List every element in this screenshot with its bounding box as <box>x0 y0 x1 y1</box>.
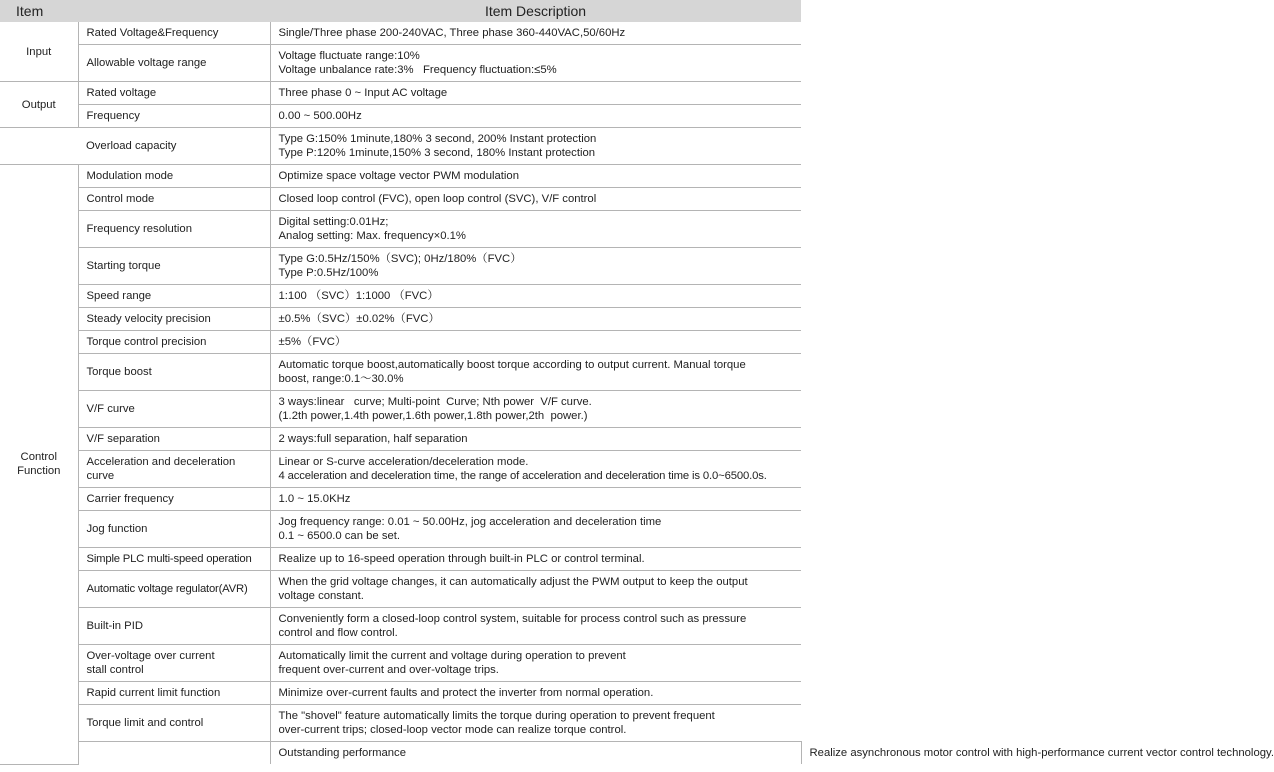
desc-cell: Voltage fluctuate range:10% Voltage unbalance rate:3% Frequency fluctuation:≤5% <box>270 45 801 82</box>
item-cell: Outstanding performance <box>270 742 801 765</box>
header-description: Item Description <box>270 0 801 22</box>
desc-cell: Optimize space voltage vector PWM modulation <box>270 165 801 188</box>
group-control-function: Control Function <box>0 165 78 765</box>
desc-cell: Type G:150% 1minute,180% 3 second, 200% Instant protection Type P:120% 1minute,150% 3 second, 180% Instant protection <box>270 128 801 165</box>
header-row <box>0 0 801 22</box>
desc-cell: 1.0 ~ 15.0KHz <box>270 488 801 511</box>
desc-cell: ±5%（FVC） <box>270 331 801 354</box>
table-row <box>0 645 801 682</box>
table-row <box>0 285 801 308</box>
group-output: Output <box>0 82 78 128</box>
table-row <box>0 354 801 391</box>
desc-cell: Automatic torque boost,automatically boost torque according to output current. Manual torque boost, range:0.1～30.0% <box>270 354 801 391</box>
table-row <box>0 188 801 211</box>
item-cell: Acceleration and deceleration curve <box>78 451 270 488</box>
table-row <box>0 608 801 645</box>
table-row <box>0 308 801 331</box>
table-row <box>0 165 801 188</box>
table-row <box>0 548 801 571</box>
desc-cell: 2 ways:full separation, half separation <box>270 428 801 451</box>
item-cell: Rapid current limit function <box>78 682 270 705</box>
desc-cell: 0.00 ~ 500.00Hz <box>270 105 801 128</box>
item-cell: Automatic voltage regulator(AVR) <box>78 571 270 608</box>
item-cell: V/F separation <box>78 428 270 451</box>
table-row <box>0 391 801 428</box>
item-cell: Frequency <box>78 105 270 128</box>
table-row <box>0 451 801 488</box>
desc-cell: Conveniently form a closed-loop control system, suitable for process control such as pressure control and flow control. <box>270 608 801 645</box>
table-row <box>0 428 801 451</box>
item-cell: Carrier frequency <box>78 488 270 511</box>
item-cell: Simple PLC multi-speed operation <box>78 548 270 571</box>
table-row <box>0 682 801 705</box>
desc-cell: The "shovel" feature automatically limits the torque during operation to prevent frequent over-current trips; closed-loop vector mode can realize torque control. <box>270 705 801 742</box>
desc-cell: Closed loop control (FVC), open loop control (SVC), V/F control <box>270 188 801 211</box>
desc-cell: Jog frequency range: 0.01 ~ 50.00Hz, jog acceleration and deceleration time 0.1 ~ 6500.0 can be set. <box>270 511 801 548</box>
table-row <box>0 331 801 354</box>
item-cell: Steady velocity precision <box>78 308 270 331</box>
desc-cell: Single/Three phase 200-240VAC, Three phase 360-440VAC,50/60Hz <box>270 22 801 45</box>
table-row <box>0 45 801 82</box>
desc-cell: Type G:0.5Hz/150%（SVC); 0Hz/180%（FVC） Type P:0.5Hz/100% <box>270 248 801 285</box>
group-empty <box>0 128 78 165</box>
item-cell: Rated voltage <box>78 82 270 105</box>
desc-cell: Automatically limit the current and voltage during operation to prevent frequent over-current and over-voltage trips. <box>270 645 801 682</box>
desc-cell: Linear or S-curve acceleration/deceleration mode. 4 acceleration and deceleration time, the range of acceleration and deceleration time is 0.0~6500.0s. <box>270 451 801 488</box>
desc-cell: Minimize over-current faults and protect the inverter from normal operation. <box>270 682 801 705</box>
desc-cell: 1:100 （SVC）1:1000 （FVC） <box>270 285 801 308</box>
table-row <box>0 705 801 742</box>
table-row <box>0 128 801 165</box>
group-input: Input <box>0 22 78 82</box>
item-cell: Modulation mode <box>78 165 270 188</box>
item-cell: Over-voltage over current stall control <box>78 645 270 682</box>
desc-cell: Three phase 0 ~ Input AC voltage <box>270 82 801 105</box>
desc-cell: Realize up to 16-speed operation through built-in PLC or control terminal. <box>270 548 801 571</box>
table-row <box>0 571 801 608</box>
desc-cell: When the grid voltage changes, it can automatically adjust the PWM output to keep the output voltage constant. <box>270 571 801 608</box>
group-empty <box>78 742 270 765</box>
item-cell: Torque boost <box>78 354 270 391</box>
table-row <box>0 105 801 128</box>
item-cell: Built-in PID <box>78 608 270 645</box>
table-row: Outstanding performance Realize asynchronous motor control with high-performance current vector control technology. <box>0 742 801 765</box>
header-item: Item <box>0 0 270 22</box>
item-cell: Jog function <box>78 511 270 548</box>
table-row <box>0 511 801 548</box>
item-cell: Torque control precision <box>78 331 270 354</box>
table-row <box>0 22 801 45</box>
table-row <box>0 488 801 511</box>
item-cell: Allowable voltage range <box>78 45 270 82</box>
item-cell: V/F curve <box>78 391 270 428</box>
table-row <box>0 211 801 248</box>
desc-cell: ±0.5%（SVC）±0.02%（FVC） <box>270 308 801 331</box>
item-cell: Overload capacity <box>78 128 270 165</box>
desc-cell: 3 ways:linear curve; Multi-point Curve; Nth power V/F curve. (1.2th power,1.4th power,1.6th power,1.8th power,2th power.) <box>270 391 801 428</box>
table-row <box>0 248 801 285</box>
desc-cell: Digital setting:0.01Hz; Analog setting: Max. frequency×0.1% <box>270 211 801 248</box>
item-cell: Rated Voltage&Frequency <box>78 22 270 45</box>
item-cell: Starting torque <box>78 248 270 285</box>
item-cell: Control mode <box>78 188 270 211</box>
item-cell: Frequency resolution <box>78 211 270 248</box>
item-cell: Speed range <box>78 285 270 308</box>
item-cell: Torque limit and control <box>78 705 270 742</box>
table-row <box>0 82 801 105</box>
